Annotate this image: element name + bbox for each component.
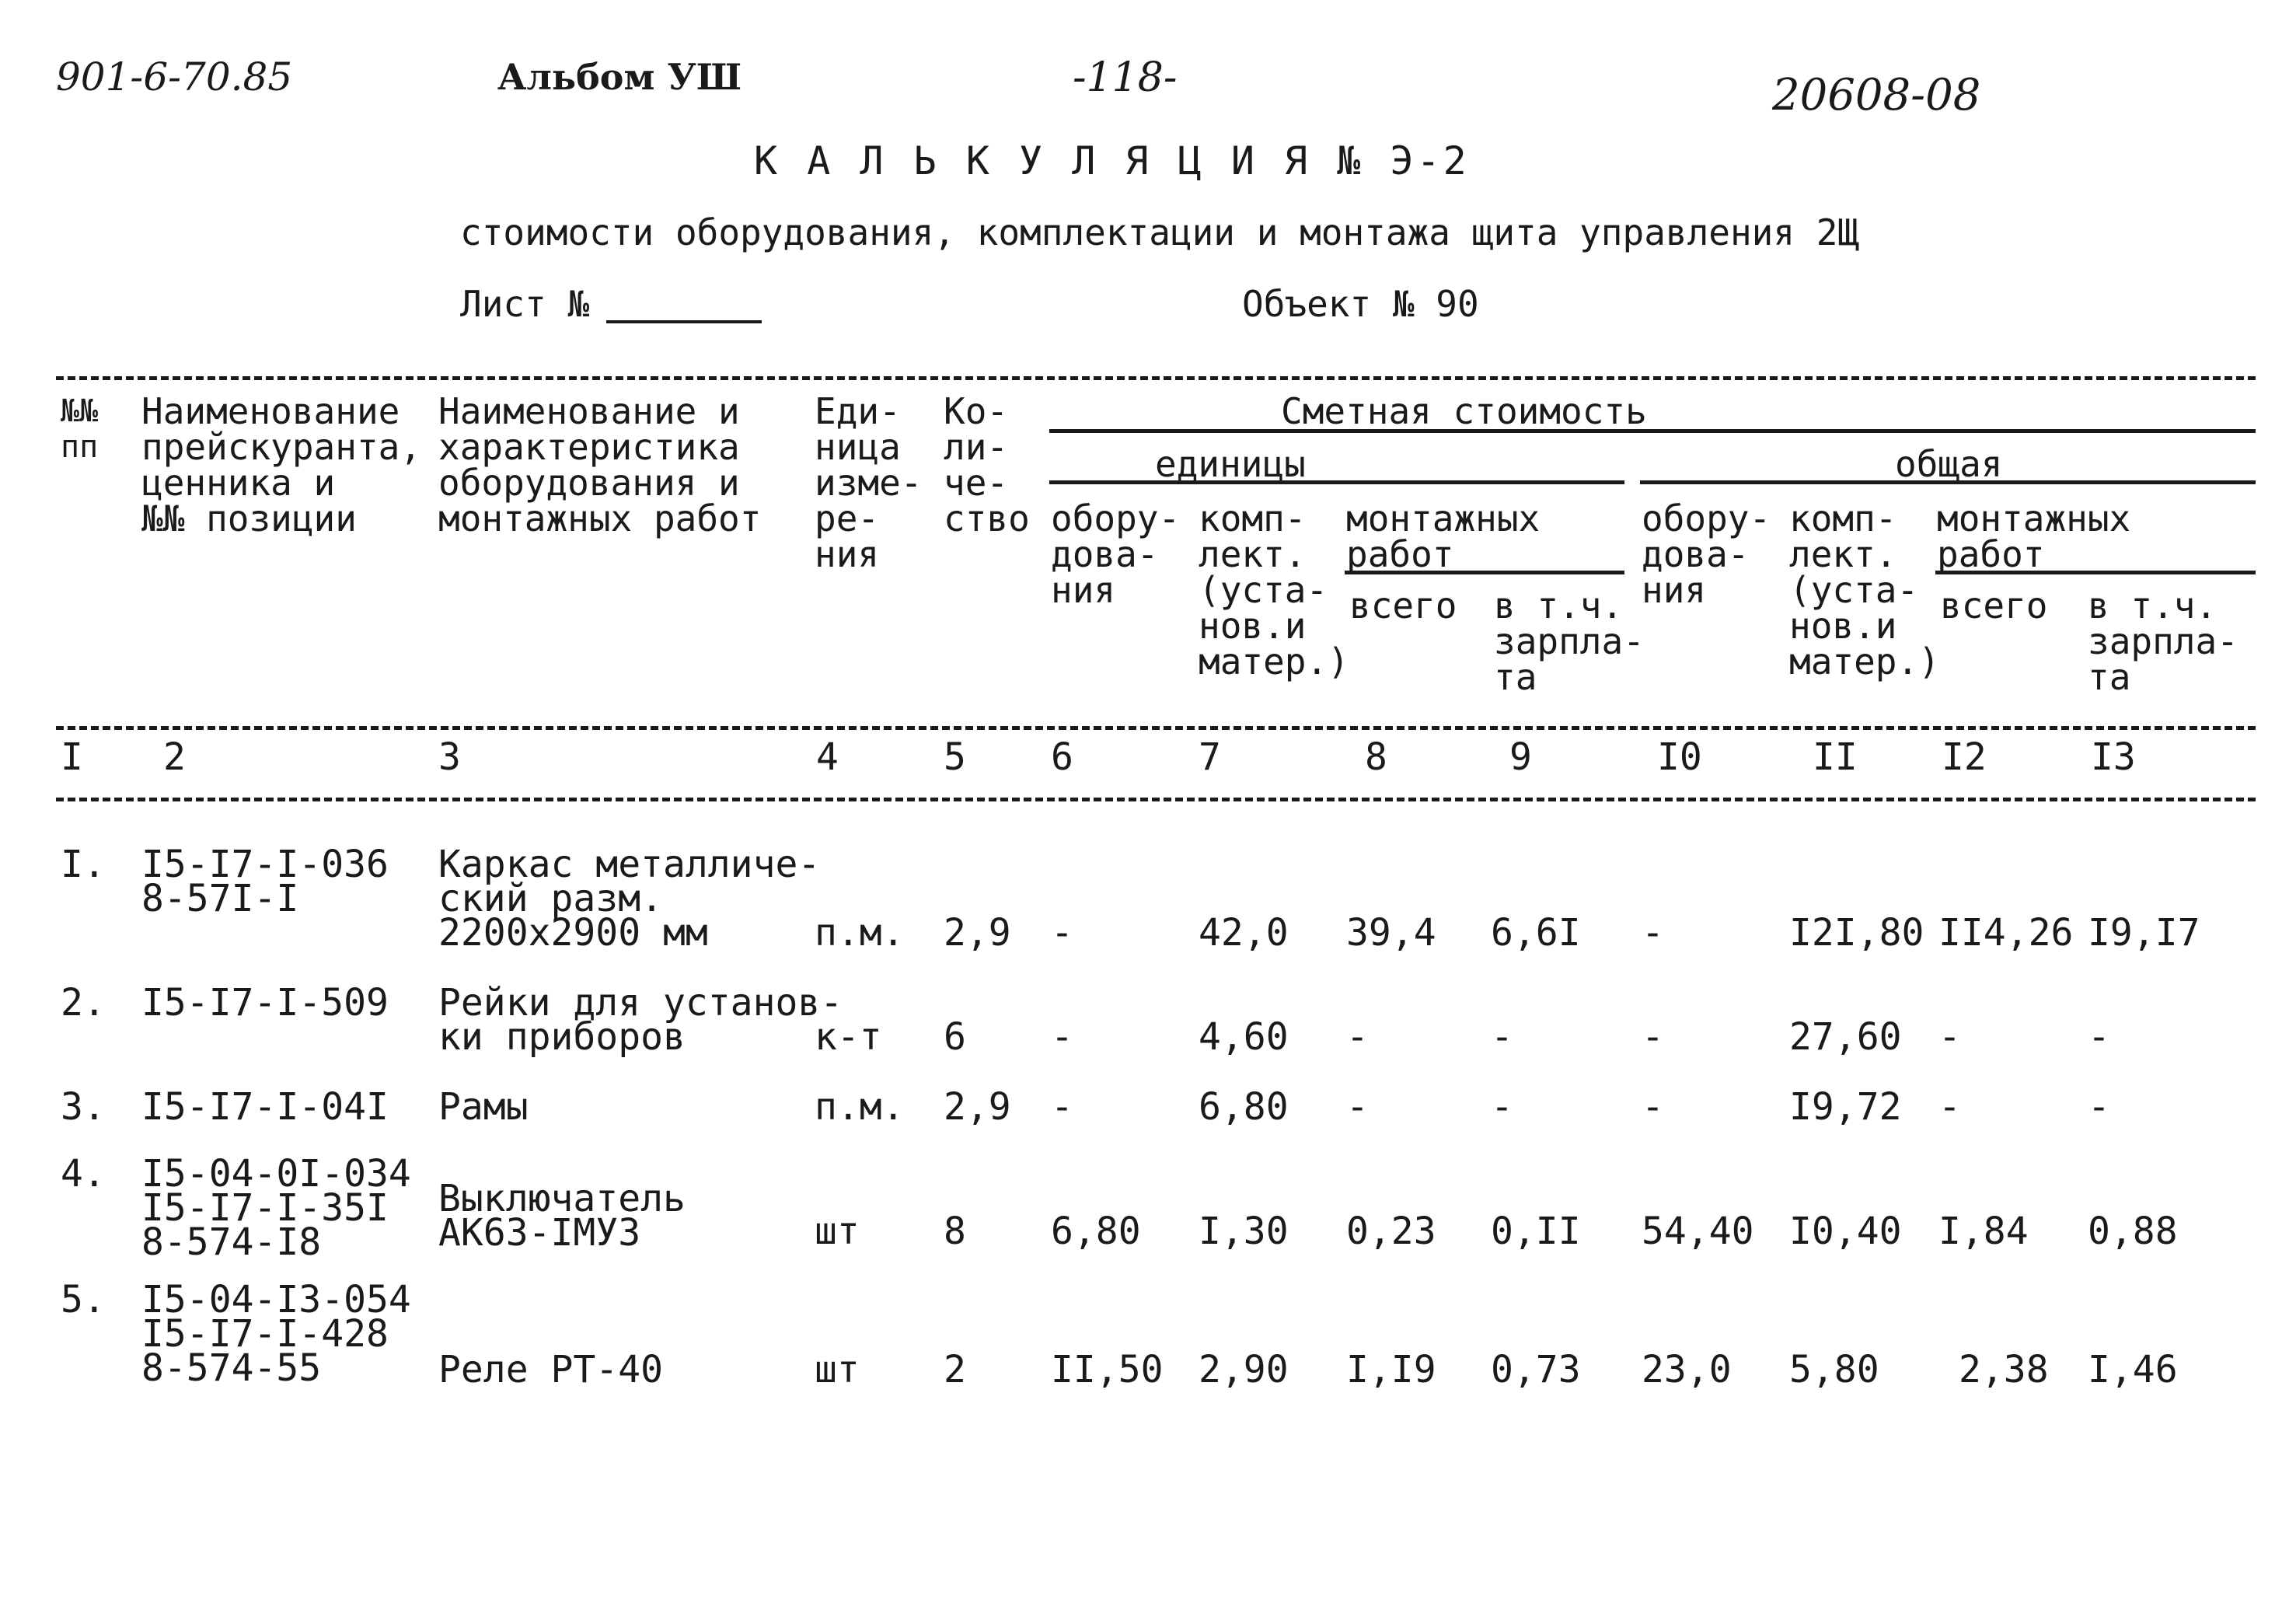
table-top-rule: [56, 376, 2256, 380]
column-number: I0: [1657, 735, 1702, 779]
row-total-completing: I9,72: [1789, 1085, 1902, 1129]
row-pricelist-code: I5-I7-I-036 8-57I-I: [141, 843, 389, 920]
row-total-completing: 27,60: [1789, 1015, 1902, 1059]
column-number: 6: [1051, 735, 1073, 779]
row-item-name: Рейки для установ- ки приборов: [438, 981, 843, 1059]
row-unit-mounting-total: -: [1346, 1015, 1369, 1059]
sheet-label: Лист №: [460, 283, 590, 325]
column-number: 2: [163, 735, 186, 779]
calculation-title: К А Л Ь К У Л Я Ц И Я № Э-2: [754, 138, 1470, 183]
row-total-equipment: 54,40: [1642, 1210, 1754, 1253]
header-estimated-cost: Сметная стоимость: [1281, 390, 1647, 432]
row-unit: шт: [815, 1210, 860, 1253]
row-number: 2.: [61, 981, 106, 1025]
row-unit-equipment: -: [1051, 1015, 1073, 1059]
row-unit-mounting-wage: -: [1491, 1085, 1513, 1129]
row-quantity: 8: [944, 1210, 966, 1253]
row-total-mounting-total: I,84: [1938, 1210, 2029, 1253]
row-unit-equipment: -: [1051, 1085, 1073, 1129]
album-label: Альбом УШ: [497, 56, 742, 98]
row-total-equipment: 23,0: [1642, 1348, 1732, 1391]
header-rule-unit-mounting: [1345, 571, 1624, 574]
row-pricelist-code: I5-I7-I-509: [141, 981, 389, 1025]
row-unit-completing: 4,60: [1199, 1015, 1289, 1059]
row-total-mounting-wage: -: [2088, 1015, 2110, 1059]
row-unit: к-т: [815, 1015, 882, 1059]
header-unit-mounting: монтажных работ: [1346, 498, 1541, 575]
row-total-completing: 5,80: [1789, 1348, 1879, 1391]
row-unit-completing: 6,80: [1199, 1085, 1289, 1129]
header-rule-estimated-cost: [1049, 429, 2256, 433]
row-unit-mounting-wage: 0,II: [1491, 1210, 1581, 1253]
row-total-completing: I0,40: [1789, 1210, 1902, 1253]
column-number: 5: [944, 735, 966, 779]
column-number: 4: [816, 735, 839, 779]
row-number: 5.: [61, 1278, 106, 1321]
row-unit-completing: 42,0: [1199, 911, 1289, 955]
object-label: Объект № 90: [1242, 283, 1479, 325]
row-unit-mounting-wage: 0,73: [1491, 1348, 1581, 1391]
row-pricelist-code: I5-I7-I-04I: [141, 1085, 389, 1129]
row-total-equipment: -: [1642, 1085, 1664, 1129]
row-total-mounting-total: 2,38: [1959, 1348, 2049, 1391]
row-unit-completing: I,30: [1199, 1210, 1289, 1253]
column-number: I3: [2091, 735, 2136, 779]
row-unit-equipment: 6,80: [1051, 1210, 1141, 1253]
document-number: 20608-08: [1772, 70, 1981, 120]
row-unit-mounting-total: I,I9: [1346, 1348, 1436, 1391]
row-unit-equipment: II,50: [1051, 1348, 1164, 1391]
row-unit-mounting-wage: -: [1491, 1015, 1513, 1059]
header-total-equipment: обору- дова- ния: [1642, 498, 1771, 611]
header-unit-completing: комп- лект. (уста- нов.и матер.): [1199, 498, 1349, 683]
header-equipment-name: Наименование и характеристика оборудования и монтажных работ: [438, 390, 762, 539]
row-quantity: 2,9: [944, 1085, 1011, 1129]
row-total-mounting-wage: I,46: [2088, 1348, 2178, 1391]
header-pricelist: Наименование прейскуранта, ценника и №№ позиции: [141, 390, 422, 539]
row-item-name: Каркас металличе- ский разм. 2200х2900 мм: [438, 843, 821, 955]
column-number: II: [1813, 735, 1858, 779]
header-rule-total-cost: [1640, 480, 2256, 484]
row-pricelist-code: I5-04-I3-054 I5-I7-I-428 8-574-55: [141, 1278, 411, 1390]
row-total-mounting-wage: 0,88: [2088, 1210, 2178, 1253]
column-number: 7: [1199, 735, 1221, 779]
row-unit: п.м.: [815, 1085, 905, 1129]
header-unit-mounting-wage: в т.ч. зарпла- та: [1494, 585, 1645, 698]
row-quantity: 2,9: [944, 911, 1011, 955]
row-total-completing: I2I,80: [1789, 911, 1924, 955]
header-rule-total-mounting: [1935, 571, 2256, 574]
row-total-mounting-total: -: [1938, 1085, 1961, 1129]
header-total-mounting: монтажных работ: [1937, 498, 2131, 575]
sheet-number-line: [606, 320, 762, 323]
header-quantity: Ко- ли- че- ство: [944, 390, 1030, 539]
header-unit-cost: единицы: [1155, 443, 1306, 485]
row-unit-mounting-wage: 6,6I: [1491, 911, 1581, 955]
row-unit-equipment: -: [1051, 911, 1073, 955]
column-number: 8: [1365, 735, 1387, 779]
row-number: 4.: [61, 1152, 106, 1196]
header-unit: Еди- ница изме- ре- ния: [815, 390, 923, 575]
row-quantity: 6: [944, 1015, 966, 1059]
row-unit-mounting-total: -: [1346, 1085, 1369, 1129]
header-rule-unit-cost: [1049, 480, 1624, 484]
header-unit-equipment: обору- дова- ния: [1051, 498, 1181, 611]
row-unit-mounting-total: 39,4: [1346, 911, 1436, 955]
row-total-mounting-total: -: [1938, 1015, 1961, 1059]
row-unit-mounting-total: 0,23: [1346, 1210, 1436, 1253]
page-number: -118-: [1073, 54, 1178, 101]
row-pricelist-code: I5-04-0I-034 I5-I7-I-35I 8-574-I8: [141, 1152, 411, 1264]
header-unit-mounting-total: всего: [1349, 585, 1457, 627]
row-total-equipment: -: [1642, 911, 1664, 955]
calculation-subtitle: стоимости оборудования, комплектации и монтажа щита управления 2Щ: [460, 211, 1860, 253]
row-item-name: Выключатель АК63-IМУЗ: [438, 1177, 686, 1255]
row-item-name: Реле РТ-40: [438, 1348, 663, 1391]
row-total-mounting-wage: -: [2088, 1085, 2110, 1129]
column-number: I: [61, 735, 83, 779]
row-unit-completing: 2,90: [1199, 1348, 1289, 1391]
header-total-cost: общая: [1895, 443, 2003, 485]
row-number: 3.: [61, 1085, 106, 1129]
header-row-number: №№ пп: [61, 393, 99, 465]
header-total-completing: комп- лект. (уста- нов.и матер.): [1789, 498, 1940, 683]
row-unit: шт: [815, 1348, 860, 1391]
column-number: I2: [1942, 735, 1987, 779]
header-total-mounting-total: всего: [1940, 585, 2048, 627]
column-number: 3: [438, 735, 461, 779]
header-total-mounting-wage: в т.ч. зарпла- та: [2088, 585, 2238, 698]
row-total-equipment: -: [1642, 1015, 1664, 1059]
doc-code: 901-6-70.85: [56, 54, 293, 100]
row-unit: п.м.: [815, 911, 905, 955]
row-number: I.: [61, 843, 106, 886]
row-quantity: 2: [944, 1348, 966, 1391]
row-item-name: Рамы: [438, 1085, 529, 1129]
row-total-mounting-total: II4,26: [1938, 911, 2074, 955]
header-bottom-rule: [56, 726, 2256, 730]
column-numbers-bottom-rule: [56, 798, 2256, 801]
row-total-mounting-wage: I9,I7: [2088, 911, 2200, 955]
column-number: 9: [1509, 735, 1532, 779]
